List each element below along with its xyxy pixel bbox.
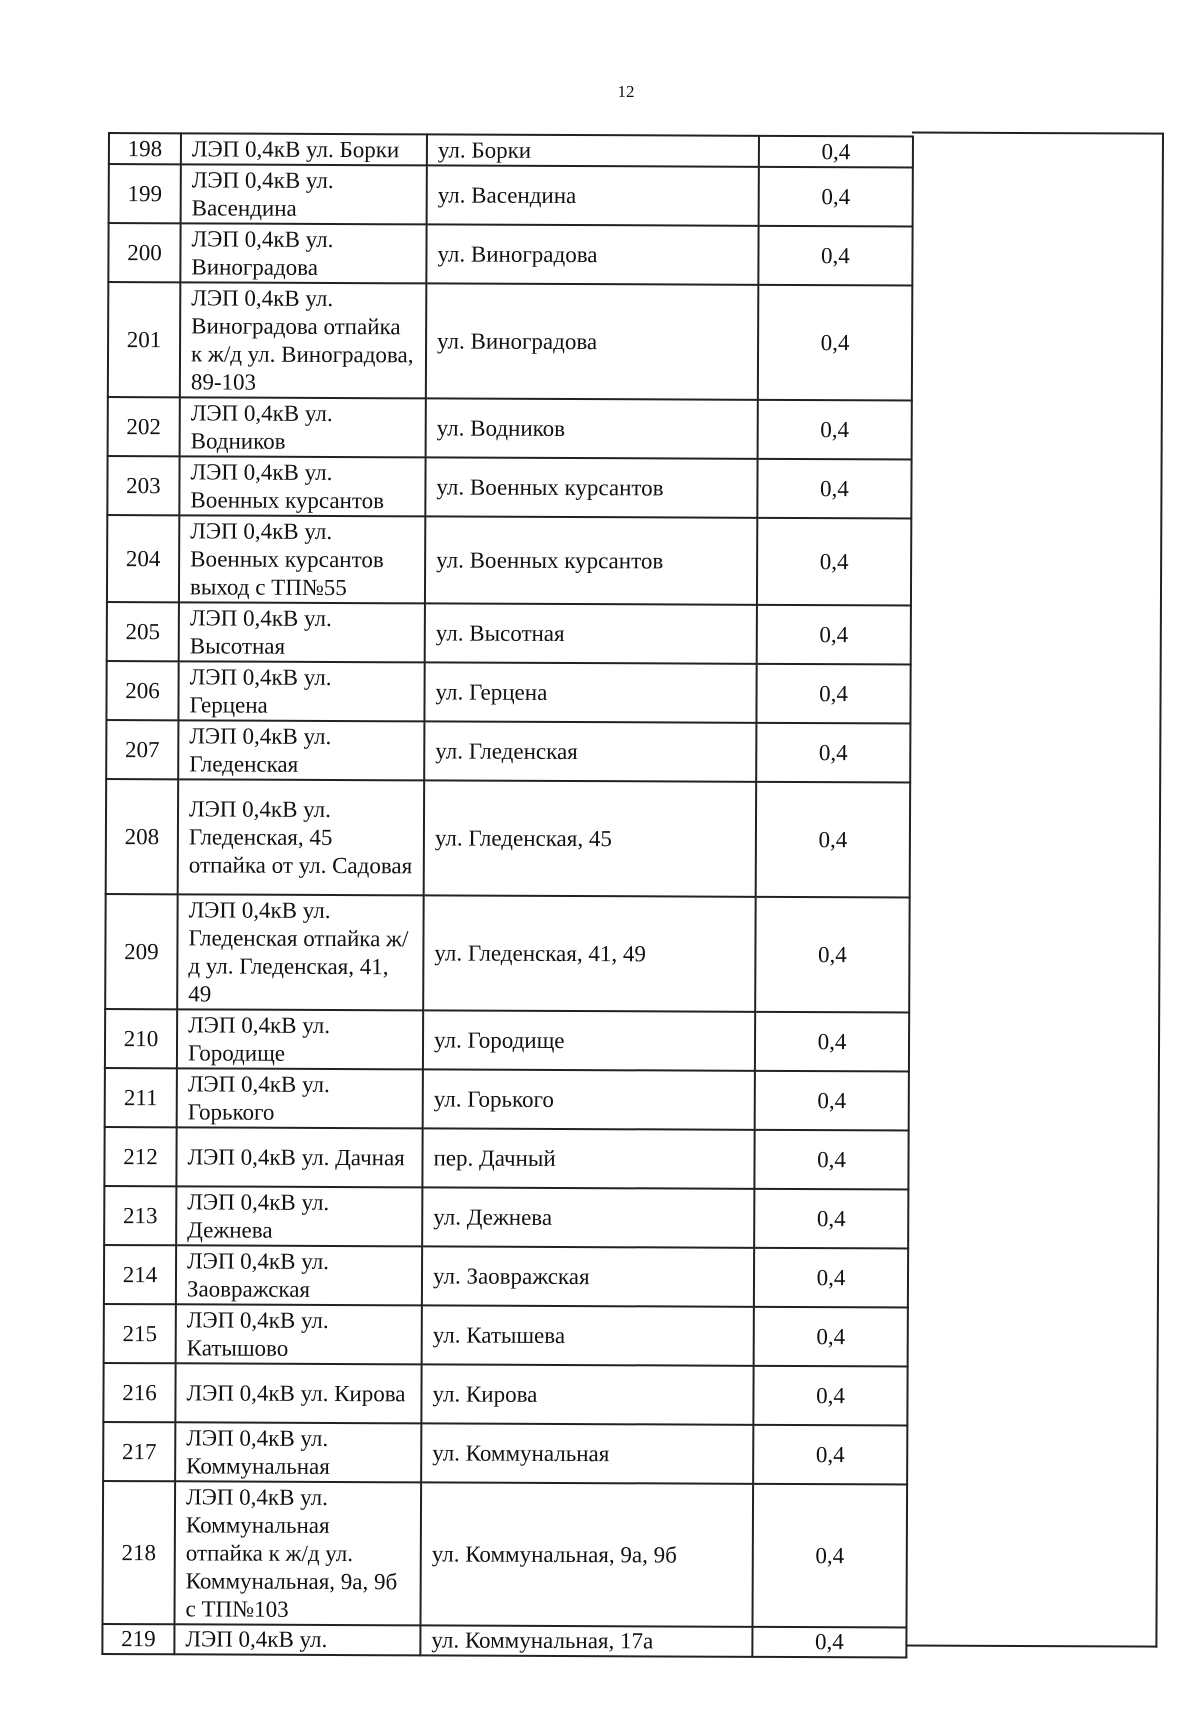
table-row xyxy=(106,779,910,898)
line-name-cell: ЛЭП 0,4кВ ул. Водников xyxy=(180,397,426,457)
table-row xyxy=(107,602,911,665)
power-line-table-body xyxy=(102,133,913,1657)
empty-notes-column xyxy=(905,132,1164,1648)
row-number-cell: 211 xyxy=(105,1068,177,1127)
line-name-cell: ЛЭП 0,4кВ ул. Военных курсантов выход с ТП№55 xyxy=(179,515,425,603)
row-number-cell: 214 xyxy=(104,1245,176,1304)
line-name-cell: ЛЭП 0,4кВ ул. Высотная xyxy=(179,602,425,662)
table-row xyxy=(108,397,912,460)
voltage-cell: 0,4 xyxy=(752,1484,907,1628)
voltage-cell: 0,4 xyxy=(759,136,913,168)
line-name-cell: ЛЭП 0,4кВ ул. Гледенская отпайка ж/д ул. Гледенская, 41, 49 xyxy=(177,894,423,1010)
voltage-cell: 0,4 xyxy=(756,664,910,724)
table-row xyxy=(106,661,910,724)
street-cell: ул. Гледенская, 45 xyxy=(424,780,756,896)
line-name-cell: ЛЭП 0,4кВ ул. Виноградова xyxy=(180,223,426,283)
line-name-cell: ЛЭП 0,4кВ ул. Гледенская, 45 отпайка от ул. Садовая xyxy=(178,779,424,895)
street-cell: ул. Гледенская, 41, 49 xyxy=(423,895,755,1011)
street-cell: пер. Дачный xyxy=(422,1128,754,1188)
street-cell: ул. Горького xyxy=(423,1069,755,1129)
row-number-cell: 203 xyxy=(107,456,179,515)
street-cell: ул. Гледенская xyxy=(424,721,756,781)
street-cell: ул. Коммунальная xyxy=(421,1423,753,1483)
row-number-cell: 206 xyxy=(106,661,178,720)
line-name-cell: ЛЭП 0,4кВ ул. Виноградова отпайка к ж/д ул. Виноградова, 89-103 xyxy=(180,282,426,398)
table-row xyxy=(103,1422,907,1485)
line-name-cell: ЛЭП 0,4кВ ул. Гледенская xyxy=(178,720,424,780)
voltage-cell: 0,4 xyxy=(754,1130,908,1190)
line-name-cell: ЛЭП 0,4кВ ул. Городище xyxy=(177,1009,423,1069)
row-number-cell: 219 xyxy=(102,1624,174,1654)
row-number-cell: 209 xyxy=(105,894,178,1009)
table-row xyxy=(107,515,911,606)
voltage-cell: 0,4 xyxy=(754,1248,908,1308)
voltage-cell: 0,4 xyxy=(755,1012,909,1072)
row-number-cell: 215 xyxy=(104,1304,176,1363)
row-number-cell: 201 xyxy=(108,282,181,397)
voltage-cell: 0,4 xyxy=(753,1366,907,1426)
line-name-cell: ЛЭП 0,4кВ ул. Васендина xyxy=(181,164,427,224)
voltage-cell: 0,4 xyxy=(757,518,911,606)
page-number: 12 xyxy=(617,82,635,101)
row-number-cell: 210 xyxy=(105,1009,177,1068)
voltage-cell: 0,4 xyxy=(755,897,910,1013)
table-row xyxy=(102,1481,907,1628)
row-number-cell: 217 xyxy=(103,1422,175,1481)
voltage-cell: 0,4 xyxy=(752,1627,906,1658)
table-row xyxy=(108,223,912,286)
street-cell: ул. Катышева xyxy=(422,1305,754,1365)
line-name-cell: ЛЭП 0,4кВ ул. Борки xyxy=(181,133,427,165)
voltage-cell: 0,4 xyxy=(753,1425,907,1485)
table-row xyxy=(104,1304,908,1367)
table-row xyxy=(105,1009,909,1072)
table-row xyxy=(109,133,913,168)
voltage-cell: 0,4 xyxy=(759,167,913,227)
street-cell: ул. Высотная xyxy=(425,603,757,663)
row-number-cell: 218 xyxy=(102,1481,175,1624)
row-number-cell: 208 xyxy=(106,779,179,894)
table-row xyxy=(104,1186,908,1249)
line-name-cell: ЛЭП 0,4кВ ул. Горького xyxy=(177,1068,423,1128)
line-name-cell: ЛЭП 0,4кВ ул. Герцена xyxy=(178,661,424,721)
voltage-cell: 0,4 xyxy=(758,226,912,286)
voltage-cell: 0,4 xyxy=(758,285,913,401)
table-row xyxy=(109,164,913,227)
line-name-cell: ЛЭП 0,4кВ ул. Дачная xyxy=(176,1127,422,1187)
table-row xyxy=(106,720,910,783)
table-row xyxy=(104,1245,908,1308)
row-number-cell: 200 xyxy=(108,223,180,282)
street-cell: ул. Военных курсантов xyxy=(425,457,757,517)
row-number-cell: 199 xyxy=(109,164,181,223)
line-name-cell: ЛЭП 0,4кВ ул. Заовражская xyxy=(176,1245,422,1305)
table-row xyxy=(108,282,912,401)
row-number-cell: 205 xyxy=(107,602,179,661)
table-row xyxy=(107,456,911,519)
street-cell: ул. Военных курсантов xyxy=(425,516,757,604)
line-name-cell: ЛЭП 0,4кВ ул. Дежнева xyxy=(176,1186,422,1246)
line-name-cell: ЛЭП 0,4кВ ул. xyxy=(174,1624,420,1655)
row-number-cell: 204 xyxy=(107,515,179,602)
street-cell: ул. Виноградова xyxy=(426,224,758,284)
row-number-cell: 202 xyxy=(108,397,180,456)
row-number-cell: 207 xyxy=(106,720,178,779)
table-row xyxy=(104,1127,908,1190)
street-cell: ул. Герцена xyxy=(424,662,756,722)
street-cell: ул. Коммунальная, 9а, 9б xyxy=(420,1482,753,1626)
street-cell: ул. Дежнева xyxy=(422,1187,754,1247)
street-cell: ул. Виноградова xyxy=(426,283,758,399)
street-cell: ул. Водников xyxy=(426,398,758,458)
voltage-cell: 0,4 xyxy=(754,1307,908,1367)
voltage-cell: 0,4 xyxy=(757,605,911,665)
voltage-cell: 0,4 xyxy=(755,1071,909,1131)
street-cell: ул. Борки xyxy=(427,134,759,166)
table-row xyxy=(105,894,909,1013)
voltage-cell: 0,4 xyxy=(756,782,911,898)
table-row xyxy=(103,1363,907,1426)
table-row xyxy=(102,1624,906,1658)
row-number-cell: 216 xyxy=(103,1363,175,1422)
voltage-cell: 0,4 xyxy=(757,459,911,519)
registry-sheet xyxy=(101,132,1164,1660)
power-line-table xyxy=(101,132,914,1659)
table-row xyxy=(105,1068,909,1131)
line-name-cell: ЛЭП 0,4кВ ул. Военных курсантов xyxy=(179,456,425,516)
row-number-cell: 198 xyxy=(109,133,181,164)
street-cell: ул. Городище xyxy=(423,1010,755,1070)
row-number-cell: 213 xyxy=(104,1186,176,1245)
line-name-cell: ЛЭП 0,4кВ ул. Кирова xyxy=(175,1363,421,1423)
voltage-cell: 0,4 xyxy=(758,400,912,460)
line-name-cell: ЛЭП 0,4кВ ул. Коммунальная отпайка к ж/д ул. Коммунальная, 9а, 9б с ТП№103 xyxy=(174,1481,421,1625)
voltage-cell: 0,4 xyxy=(756,723,910,783)
street-cell: ул. Заовражская xyxy=(422,1246,754,1306)
street-cell: ул. Васендина xyxy=(427,165,759,225)
row-number-cell: 212 xyxy=(104,1127,176,1186)
voltage-cell: 0,4 xyxy=(754,1189,908,1249)
street-cell: ул. Коммунальная, 17а xyxy=(420,1625,752,1656)
line-name-cell: ЛЭП 0,4кВ ул. Коммунальная xyxy=(175,1422,421,1482)
street-cell: ул. Кирова xyxy=(421,1364,753,1424)
line-name-cell: ЛЭП 0,4кВ ул. Катышово xyxy=(176,1304,422,1364)
